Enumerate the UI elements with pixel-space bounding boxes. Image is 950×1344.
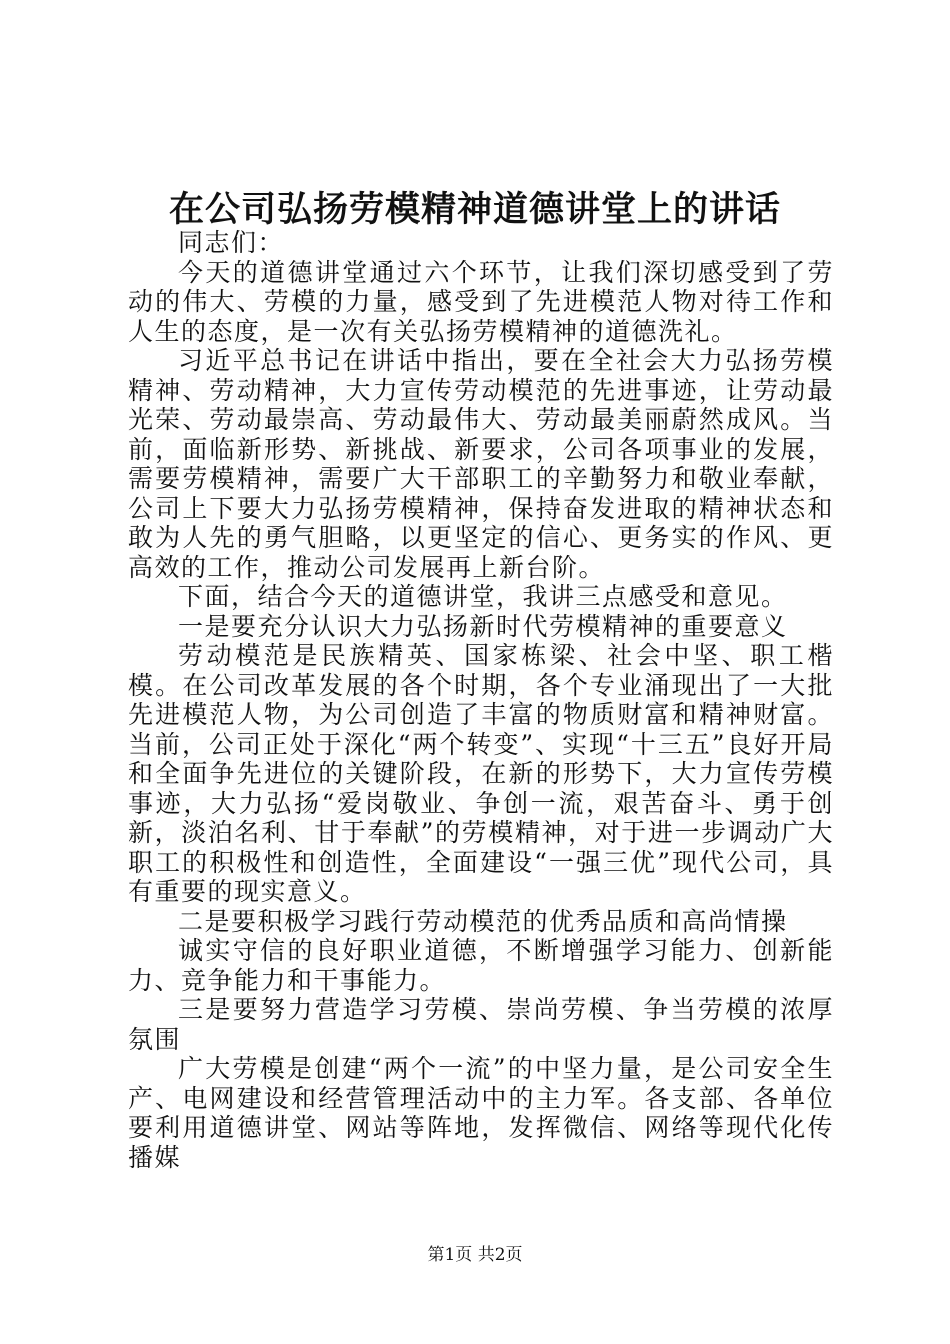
paragraph-transition: 下面，结合今天的道德讲堂，我讲三点感受和意见。: [178, 582, 788, 611]
paragraph-section-1: 劳动模范是民族精英、国家栋梁、社会中坚、职工楷模。在公司改革发展的各个时期，各个专业涌现出了一大批先进模范人物，为公司创造了丰富的物质财富和精神财富。当前，公司正处于深化“两个转变”、实现“十三五”良好开局和全面争先进位的关键阶段，在新的形势下，大力宣传劳模事迹，大力弘扬“爱岗敬业、争创一流，艰苦奋斗、勇于创新，淡泊名利、甘于奉献”的劳模精神，对于进一步调动广大职工的积极性和创造性，全面建设“一强三优”现代公司，具有重要的现实意义。: [128, 641, 834, 906]
salutation: 同志们：: [178, 228, 285, 257]
paragraph-section-3: 广大劳模是创建“两个一流”的中坚力量，是公司安全生产、电网建设和经营管理活动中的主力军。各支部、各单位要利用道德讲堂、网站等阵地，发挥微信、网络等现代化传播媒: [128, 1054, 834, 1172]
paragraph-section-2: 诚实守信的良好职业道德，不断增强学习能力、创新能力、竞争能力和干事能力。: [128, 936, 834, 995]
document-title: 在公司弘扬劳模精神道德讲堂上的讲话: [168, 189, 781, 230]
paragraph-xi-speech: 习近平总书记在讲话中指出，要在全社会大力弘扬劳模精神、劳动精神，大力宣传劳动模范的先进事迹，让劳动最光荣、劳动最崇高、劳动最伟大、劳动最美丽蔚然成风。当前，面临新形势、新挑战、新要求，公司各项事业的发展，需要劳模精神，需要广大干部职工的辛勤努力和敬业奉献，公司上下要大力弘扬劳模精神，保持奋发进取的精神状态和敢为人先的勇气胆略，以更坚定的信心、更务实的作风、更高效的工作，推动公司发展再上新台阶。: [128, 346, 834, 582]
section-heading-1: 一是要充分认识大力弘扬新时代劳模精神的重要意义: [178, 611, 788, 641]
section-heading-2: 二是要积极学习践行劳动模范的优秀品质和高尚情操: [178, 906, 788, 936]
paragraph-intro: 今天的道德讲堂通过六个环节，让我们深切感受到了劳动的伟大、劳模的力量，感受到了先进模范人物对待工作和人生的态度，是一次有关弘扬劳模精神的道德洗礼。: [128, 257, 834, 346]
page-number-footer: 第1页 共2页: [427, 1245, 523, 1265]
section-heading-3: 三是要努力营造学习劳模、崇尚劳模、争当劳模的浓厚氛围: [128, 995, 834, 1054]
document-body: [128, 228, 834, 1172]
